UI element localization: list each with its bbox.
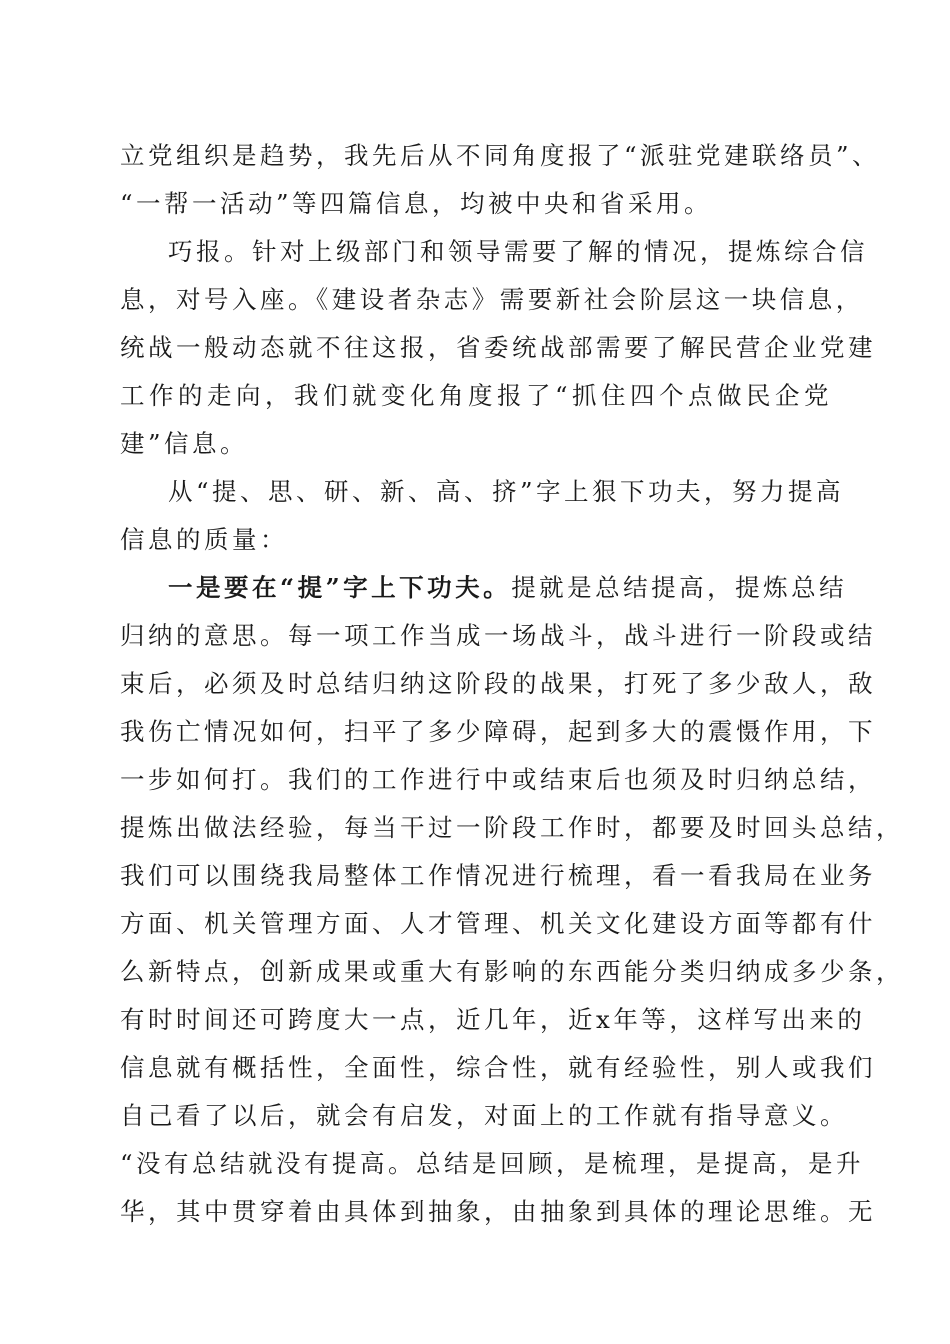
text-run: 提就是总结提高，提炼总结 [511,573,848,602]
text-line: 从“提、思、研、新、高、挤”字上狠下功夫，努力提高 [168,477,845,506]
text-line: 工作的走向，我们就变化角度报了“抓住四个点做民企党 [120,381,832,410]
text-line: 华，其中贯穿着由具体到抽象，由抽象到具体的理论思维。无 [120,1197,876,1226]
text-line: 信息就有概括性，全面性，综合性，就有经验性，别人或我们 [120,1053,876,1082]
text-line: 建”信息。 [120,429,249,458]
text-line: 我伤亡情况如何，扫平了多少障碍，起到多大的震慑作用，下 [120,717,876,746]
text-line: 立党组织是趋势，我先后从不同角度报了“派驻党建联络员”、 [120,141,881,170]
text-line: 自己看了以后，就会有启发，对面上的工作就有指导意义。 [120,1101,848,1130]
text-line: “没有总结就没有提高。总结是回顾，是梳理，是提高，是升 [120,1149,865,1178]
text-line: 我们可以围绕我局整体工作情况进行梳理，看一看我局在业务 [120,861,876,890]
paragraph-lead-line [168,568,848,608]
text-line: 一步如何打。我们的工作进行中或结束后也须及时归纳总结， [120,765,876,794]
text-line: 巧报。针对上级部门和领导需要了解的情况，提炼综合信 [168,237,868,266]
text-line: 有时时间还可跨度大一点，近几年，近x年等，这样写出来的 [120,1005,866,1034]
bold-lead: 一是要在“提”字上下功夫。 [168,573,512,602]
text-line: “一帮一活动”等四篇信息，均被中央和省采用。 [120,189,713,218]
text-line: 信息的质量： [120,525,288,554]
text-line: 息，对号入座。《建设者杂志》需要新社会阶层这一块信息， [120,285,864,314]
text-line: 统战一般动态就不往这报，省委统战部需要了解民营企业党建 [120,333,876,362]
text-line: 方面、机关管理方面、人才管理、机关文化建设方面等都有什 [120,909,876,938]
text-line: 提炼出做法经验，每当干过一阶段工作时，都要及时回头总结， [120,813,904,842]
text-line: 归纳的意思。每一项工作当成一场战斗，战斗进行一阶段或结 [120,621,876,650]
text-line: 束后，必须及时总结归纳这阶段的战果，打死了多少敌人，敌 [120,669,876,698]
text-line: 么新特点，创新成果或重大有影响的东西能分类归纳成多少条， [120,957,904,986]
